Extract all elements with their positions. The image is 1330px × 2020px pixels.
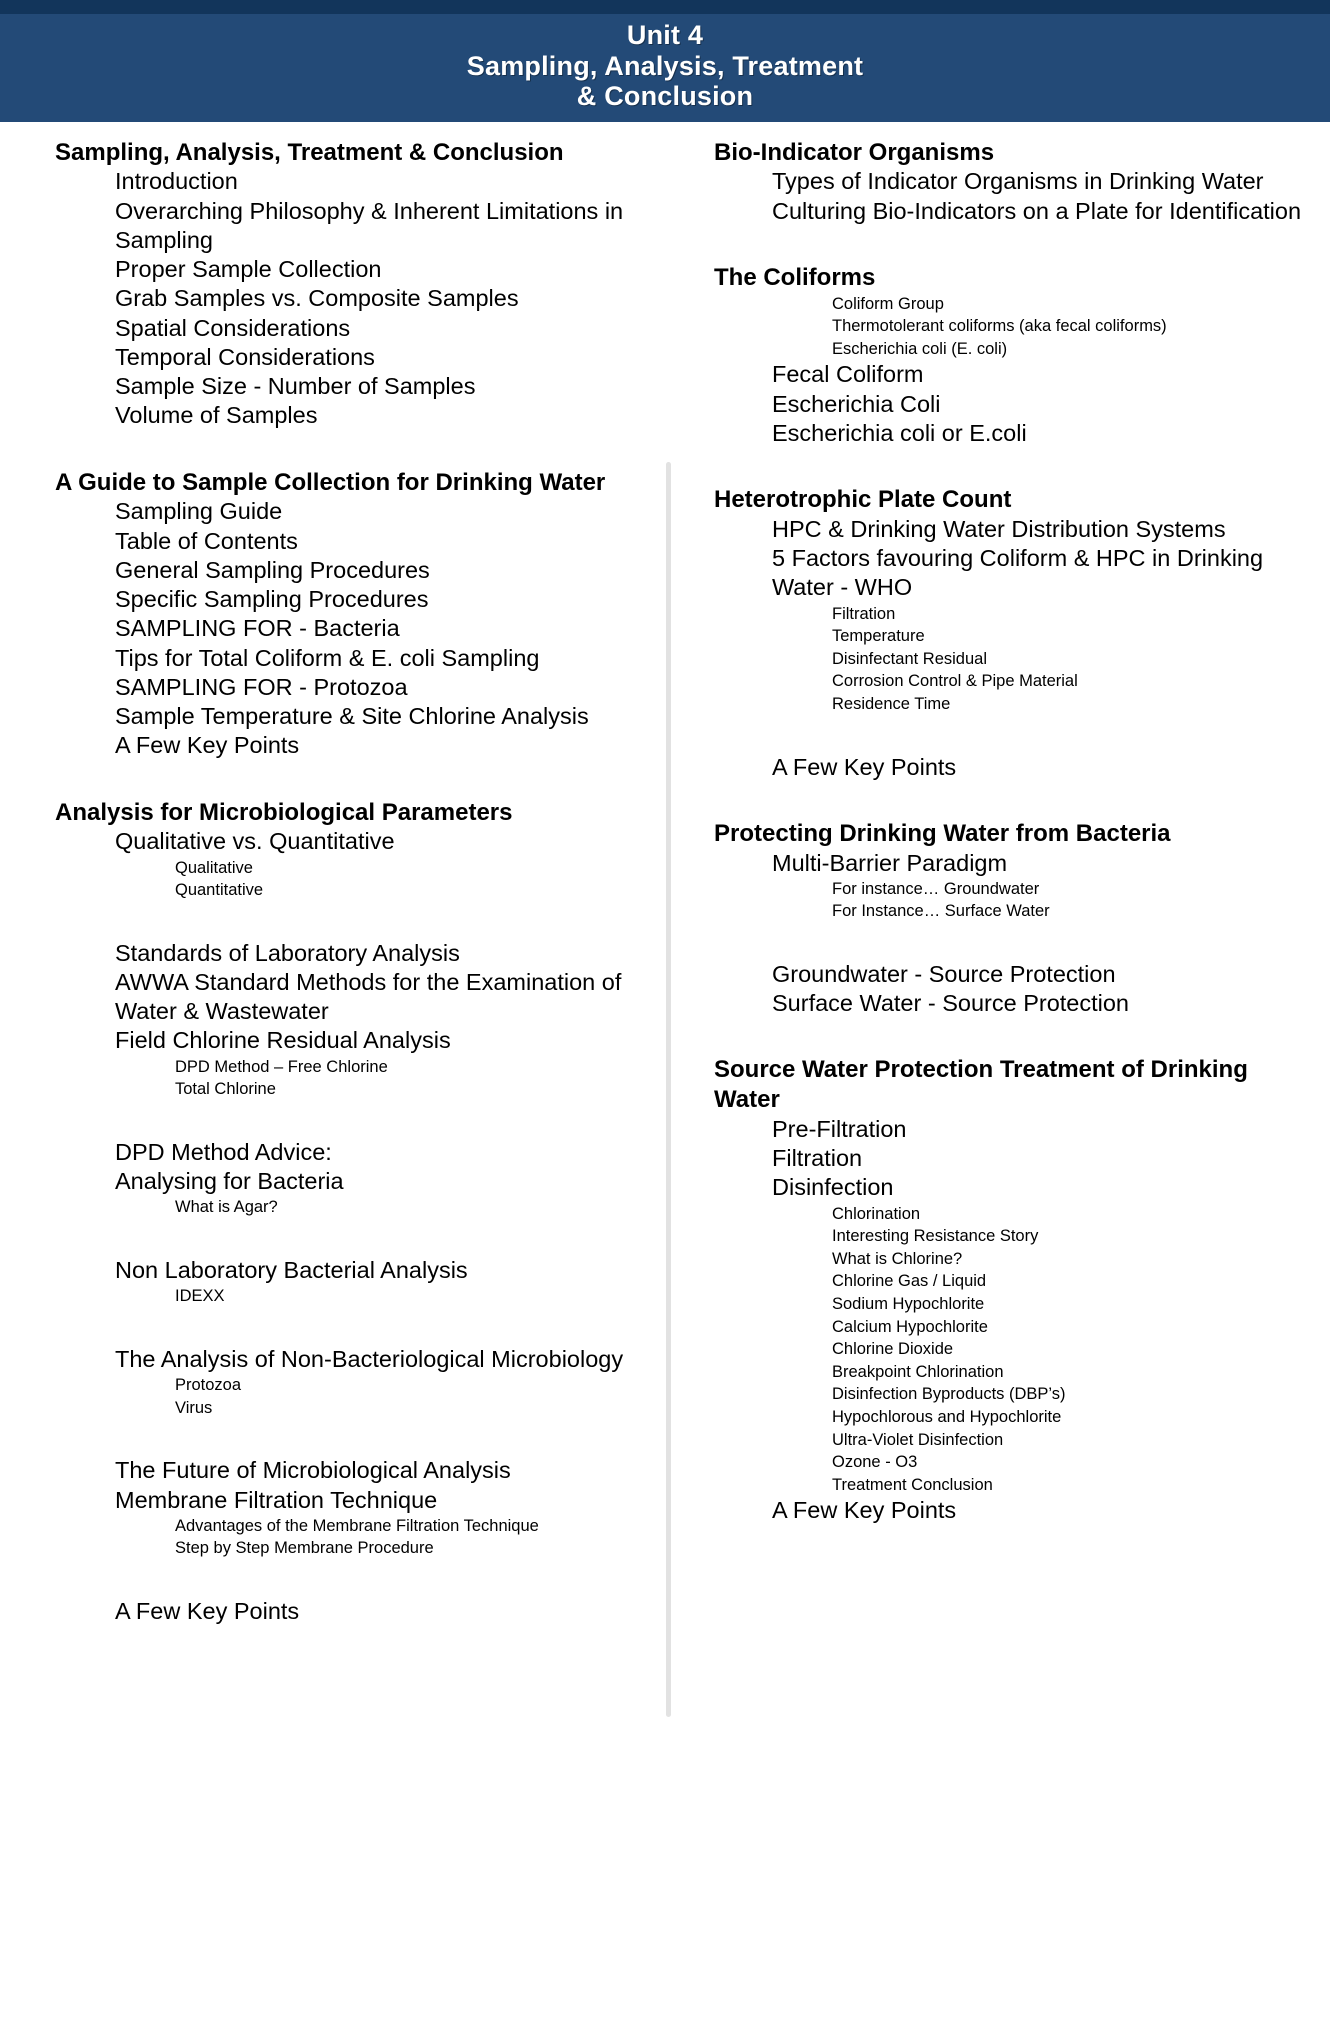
- toc-section-spacer: [714, 226, 1310, 263]
- toc-entry[interactable]: Qualitative: [175, 858, 253, 877]
- toc-section-heading[interactable]: Analysis for Microbiological Parameters: [55, 798, 513, 826]
- toc-entry[interactable]: Standards of Laboratory Analysis: [115, 939, 460, 966]
- toc-entry[interactable]: 5 Factors favouring Coliform & HPC in Drinking Water - WHO: [772, 545, 1264, 601]
- toc-entry[interactable]: Volume of Samples: [115, 402, 318, 429]
- toc-entry[interactable]: The Future of Microbiological Analysis: [115, 1457, 511, 1484]
- toc-section-spacer: [55, 1219, 646, 1256]
- toc-section-spacer: [55, 902, 646, 939]
- toc-entry[interactable]: Non Laboratory Bacterial Analysis: [115, 1256, 468, 1283]
- toc-entry[interactable]: Qualitative vs. Quantitative: [115, 828, 395, 855]
- toc-section-spacer: [714, 782, 1310, 819]
- toc-entry[interactable]: Pre-Filtration: [772, 1115, 907, 1142]
- toc-entry[interactable]: A Few Key Points: [772, 753, 957, 780]
- toc-entry[interactable]: IDEXX: [175, 1287, 225, 1306]
- toc-section-spacer: [714, 716, 1310, 753]
- toc-entry[interactable]: Analysing for Bacteria: [115, 1168, 344, 1195]
- toc-entry[interactable]: For Instance… Surface Water: [832, 902, 1050, 921]
- toc-entry[interactable]: Tips for Total Coliform & E. coli Sampling: [115, 644, 540, 671]
- toc-entry[interactable]: The Analysis of Non-Bacteriological Microbiology: [115, 1345, 624, 1372]
- toc-entry[interactable]: Sodium Hypochlorite: [832, 1295, 985, 1314]
- toc-section-heading[interactable]: Sampling, Analysis, Treatment & Conclusion: [55, 138, 564, 166]
- toc-entry[interactable]: Treatment Conclusion: [832, 1475, 993, 1494]
- toc-entry[interactable]: SAMPLING FOR - Bacteria: [115, 615, 400, 642]
- toc-entry[interactable]: A Few Key Points: [115, 1597, 300, 1624]
- banner-top-strip: [0, 0, 1330, 14]
- toc-entry[interactable]: Breakpoint Chlorination: [832, 1362, 1004, 1381]
- toc-entry[interactable]: Introduction: [115, 168, 238, 195]
- toc-entry[interactable]: Sample Temperature & Site Chlorine Analysis: [115, 703, 589, 729]
- toc-entry[interactable]: Ultra-Violet Disinfection: [832, 1430, 1004, 1449]
- toc-section-spacer: [714, 923, 1310, 960]
- toc-entry[interactable]: Chlorination: [832, 1204, 921, 1223]
- unit-title-banner: [0, 14, 1330, 122]
- toc-entry[interactable]: Membrane Filtration Technique: [115, 1486, 438, 1513]
- toc-entry[interactable]: Escherichia coli or E.coli: [772, 419, 1027, 446]
- banner-title-line-3: & Conclusion: [576, 81, 754, 111]
- toc-entry[interactable]: General Sampling Procedures: [115, 556, 430, 583]
- toc-entry[interactable]: A Few Key Points: [115, 732, 300, 759]
- toc-entry[interactable]: Interesting Resistance Story: [832, 1227, 1039, 1246]
- toc-entry[interactable]: Chlorine Gas / Liquid: [832, 1272, 987, 1291]
- toc-entry[interactable]: Table of Contents: [115, 527, 298, 554]
- toc-entry[interactable]: Hypochlorous and Hypochlorite: [832, 1408, 1062, 1427]
- toc-section-heading[interactable]: Protecting Drinking Water from Bacteria: [714, 819, 1171, 847]
- toc-entry[interactable]: Escherichia coli (E. coli): [832, 339, 1008, 358]
- toc-entry[interactable]: Fecal Coliform: [772, 361, 924, 388]
- toc-entry[interactable]: DPD Method Advice:: [115, 1138, 332, 1165]
- toc-content: [0, 122, 1330, 1627]
- toc-entry[interactable]: Proper Sample Collection: [115, 256, 382, 282]
- toc-section-spacer: [55, 1308, 646, 1345]
- toc-entry[interactable]: What is Chlorine?: [832, 1249, 963, 1268]
- toc-entry[interactable]: Spatial Considerations: [115, 314, 351, 341]
- toc-entry[interactable]: DPD Method – Free Chlorine: [175, 1057, 388, 1076]
- toc-entry[interactable]: Escherichia Coli: [772, 390, 941, 417]
- toc-entry[interactable]: HPC & Drinking Water Distribution Systems: [772, 515, 1226, 542]
- toc-section-heading[interactable]: The Coliforms: [714, 263, 876, 291]
- toc-entry[interactable]: Residence Time: [832, 694, 951, 713]
- toc-entry[interactable]: Step by Step Membrane Procedure: [175, 1539, 434, 1558]
- toc-entry[interactable]: Disinfection Byproducts (DBP’s): [832, 1385, 1066, 1404]
- toc-section-heading[interactable]: Heterotrophic Plate Count: [714, 486, 1012, 514]
- toc-entry[interactable]: Virus: [175, 1398, 213, 1417]
- toc-section-spacer: [55, 1419, 646, 1456]
- toc-entry[interactable]: Grab Samples vs. Composite Samples: [115, 285, 519, 312]
- toc-entry[interactable]: Specific Sampling Procedures: [115, 586, 429, 612]
- toc-entry[interactable]: What is Agar?: [175, 1198, 278, 1217]
- toc-entry[interactable]: Corrosion Control & Pipe Material: [832, 672, 1078, 691]
- toc-column-right: [660, 138, 1320, 1627]
- banner-title-line-1: Unit 4: [626, 20, 704, 50]
- toc-entry[interactable]: Filtration: [772, 1145, 863, 1172]
- toc-entry[interactable]: Surface Water - Source Protection: [772, 990, 1129, 1017]
- toc-entry[interactable]: Calcium Hypochlorite: [832, 1317, 988, 1336]
- toc-entry[interactable]: Disinfectant Residual: [832, 649, 987, 668]
- toc-entry[interactable]: For instance… Groundwater: [832, 879, 1040, 898]
- toc-section-spacer: [55, 431, 646, 468]
- toc-entry[interactable]: Quantitative: [175, 881, 264, 900]
- banner-title-line-2: Sampling, Analysis, Treatment: [466, 50, 864, 81]
- toc-section-heading[interactable]: Bio-Indicator Organisms: [714, 138, 995, 166]
- toc-entry[interactable]: Groundwater - Source Protection: [772, 960, 1116, 987]
- toc-entry[interactable]: Sample Size - Number of Samples: [115, 373, 476, 399]
- toc-entry[interactable]: Protozoa: [175, 1376, 242, 1395]
- toc-entry[interactable]: Culturing Bio-Indicators on a Plate for Identification: [772, 197, 1302, 224]
- toc-entry[interactable]: Chlorine Dioxide: [832, 1340, 954, 1359]
- toc-entry[interactable]: Disinfection: [772, 1174, 894, 1201]
- toc-entry[interactable]: Field Chlorine Residual Analysis: [115, 1027, 451, 1054]
- toc-section-spacer: [714, 1018, 1310, 1055]
- toc-entry[interactable]: Total Chlorine: [175, 1080, 276, 1099]
- toc-section-spacer: [55, 761, 646, 798]
- toc-entry[interactable]: Coliform Group: [832, 294, 944, 313]
- toc-section-heading[interactable]: A Guide to Sample Collection for Drinking Water: [55, 468, 606, 496]
- toc-section-heading[interactable]: Source Water Protection Treatment of Drinking Water: [714, 1056, 1248, 1114]
- toc-entry[interactable]: AWWA Standard Methods for the Examination of Water & Wastewater: [115, 968, 622, 1025]
- toc-entry[interactable]: SAMPLING FOR - Protozoa: [115, 673, 408, 700]
- toc-section-spacer: [714, 448, 1310, 485]
- toc-section-spacer: [55, 1101, 646, 1138]
- toc-entry[interactable]: Filtration: [832, 604, 896, 623]
- toc-entry[interactable]: Temperature: [832, 627, 925, 646]
- toc-entry[interactable]: Advantages of the Membrane Filtration Technique: [175, 1516, 539, 1535]
- toc-entry[interactable]: Multi-Barrier Paradigm: [772, 849, 1008, 876]
- toc-entry[interactable]: Types of Indicator Organisms in Drinking Water: [772, 168, 1264, 195]
- toc-entry[interactable]: Ozone - O3: [832, 1453, 918, 1472]
- toc-entry[interactable]: Sampling Guide: [115, 498, 283, 525]
- toc-entry[interactable]: Overarching Philosophy & Inherent Limitations in Sampling: [115, 197, 624, 253]
- toc-section-spacer: [55, 1560, 646, 1597]
- toc-entry[interactable]: A Few Key Points: [772, 1497, 957, 1524]
- toc-column-left: [0, 138, 660, 1627]
- toc-entry[interactable]: Temporal Considerations: [115, 343, 375, 370]
- toc-entry[interactable]: Thermotolerant coliforms (aka fecal coliforms): [832, 317, 1167, 336]
